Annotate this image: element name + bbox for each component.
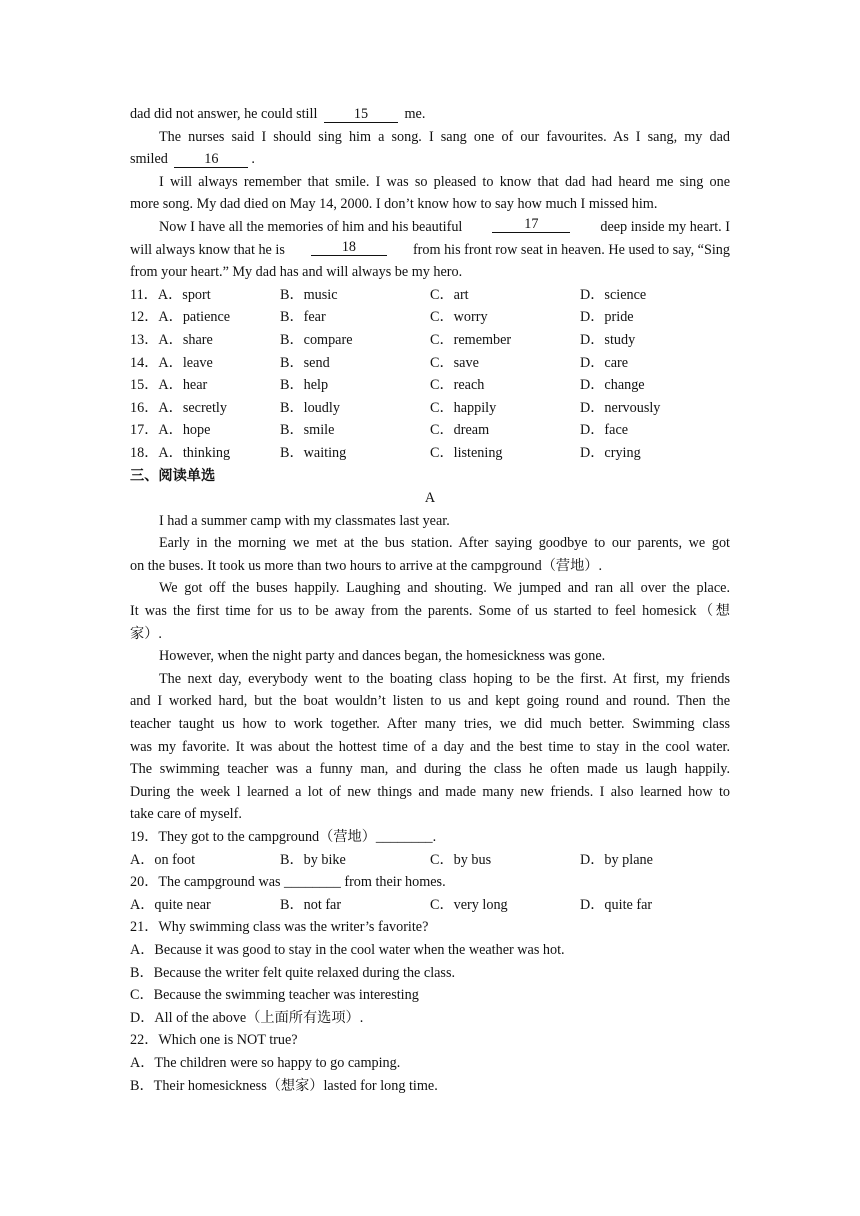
reading-line: take care of myself. [130,806,242,823]
passage-line: dad did not answer, he could still 15 me. [130,106,426,122]
blank-15: 15 [324,106,398,123]
option-b[interactable]: B．send [280,354,330,371]
document-page [130,103,730,1097]
option-d[interactable]: D．care [580,354,629,371]
option-text: A．hope [158,422,211,439]
reading-line: and I worked hard, but the boat wouldn’t listen to us and kept going round and round. Then the [130,693,730,710]
option-a[interactable]: A．Because it was good to stay in the cool water when the weather was hot. [130,941,565,958]
question-20-options [130,894,730,917]
option-d[interactable]: D．science [580,286,647,303]
option-d[interactable]: D．crying [580,444,641,461]
option-b[interactable]: B．smile [280,422,335,439]
reading-line: on the buses. It took us more than two hours to arrive at the campground（营地）. [130,557,603,574]
reading-line: teacher taught us how to work together. After many tries, we did much better. Swimming class [130,716,730,733]
option-a[interactable] [130,329,280,352]
option-text: A．leave [158,354,213,371]
blank-17: 17 [492,216,570,233]
option-d[interactable]: D．by plane [580,851,653,868]
cloze-option-row [130,397,730,420]
passage-line: will always know that he is 18 from his front row seat in heaven. He used to say, “Sing [130,238,730,258]
section-heading: 三、阅读单选 [130,467,216,484]
option-d[interactable]: D．quite far [580,896,653,913]
passage-line: smiled 16 . [130,151,255,168]
option-b[interactable]: B．compare [280,331,353,348]
blank-18: 18 [311,239,387,256]
cloze-options [130,284,730,465]
question-19-options [130,849,730,872]
option-c[interactable]: C．Because the swimming teacher was interesting [130,987,419,1004]
passage-line: from your heart.” My dad has and will always be my hero. [130,264,463,281]
reading-line: The next day, everybody went to the boating class hoping to be the first. At first, my friends [159,670,730,687]
question-number: 17． [130,422,159,439]
option-a[interactable] [130,419,280,442]
reading-line: 家）. [130,625,162,642]
question-22: 22．Which one is NOT true? [130,1032,298,1049]
question-number: 14． [130,354,159,371]
passage-line: more song. My dad died on May 14, 2000. I don’t know how to say how much I missed him. [130,196,658,213]
option-c[interactable]: C．art [430,286,469,303]
option-c[interactable]: C．remember [430,331,512,348]
option-b[interactable]: B．by bike [280,851,346,868]
option-d[interactable]: D．pride [580,309,634,326]
reading-line: It was the first time for us to be away from the parents. Some of us started to feel homesick（想 [130,603,730,620]
question-number: 16． [130,399,159,416]
cloze-option-row [130,374,730,397]
option-d[interactable]: D．nervously [580,399,661,416]
option-b[interactable]: B．loudly [280,399,340,416]
cloze-option-row [130,352,730,375]
option-a[interactable] [130,374,280,397]
question-20: 20．The campground was ________ from their homes. [130,874,446,891]
question-19: 19．They got to the campground（营地）________. [130,829,437,845]
option-c[interactable]: C．worry [430,309,488,326]
option-c[interactable]: C．by bus [430,851,492,868]
option-a[interactable] [130,442,280,465]
cloze-option-row [130,329,730,352]
reading-line: We got off the buses happily. Laughing and shouting. We jumped and ran all over the place. [159,580,730,597]
reading-line: However, when the night party and dances began, the homesickness was gone. [159,648,606,665]
option-d[interactable]: D．All of the above（上面所有选项）. [130,1009,364,1026]
passage-line: I will always remember that smile. I was so pleased to know that dad had heard me sing one [159,173,730,190]
option-c[interactable]: C．reach [430,377,485,394]
option-text: A．thinking [158,444,231,461]
option-c[interactable]: C．very long [430,896,508,913]
reading-line: was my favorite. It was about the hottest time of a day and the best time to stay in the cool water. [130,738,730,755]
cloze-option-row [130,442,730,465]
question-number: 18． [130,444,159,461]
option-b[interactable]: B．music [280,286,338,303]
blank-16: 16 [174,151,248,168]
option-a[interactable] [130,397,280,420]
option-c[interactable]: C．dream [430,422,490,439]
passage-label: A [424,490,436,507]
option-text: A．share [158,331,213,348]
option-a[interactable]: A．The children were so happy to go camping. [130,1054,401,1071]
question-number: 15． [130,377,159,394]
reading-line: Early in the morning we met at the bus station. After saying goodbye to our parents, we got [159,535,730,552]
question-number: 13． [130,331,159,348]
option-b[interactable]: B．Their homesickness（想家）lasted for long time. [130,1077,438,1094]
option-a[interactable] [130,284,280,307]
passage-line: The nurses said I should sing him a song. I sang one of our favourites. As I sang, my dad [159,128,730,145]
option-c[interactable]: C．happily [430,399,497,416]
option-a[interactable] [130,352,280,375]
option-b[interactable]: B．waiting [280,444,347,461]
reading-line: The swimming teacher was a funny man, and during the class he often made us laugh happily. [130,761,730,778]
option-b[interactable]: B．help [280,377,329,394]
reading-line: During the week l learned a lot of new things and made many new friends. I also learned how to [130,783,730,800]
cloze-option-row [130,306,730,329]
option-text: A．secretly [158,399,227,416]
cloze-option-row [130,419,730,442]
option-b[interactable]: B．not far [280,896,342,913]
option-b[interactable]: B．fear [280,309,326,326]
option-b[interactable]: B．Because the writer felt quite relaxed during the class. [130,964,456,981]
question-number: 11． [130,286,158,303]
option-c[interactable]: C．save [430,354,479,371]
option-c[interactable]: C．listening [430,444,503,461]
question-number: 12． [130,309,159,326]
option-text: A．sport [157,286,211,303]
option-a[interactable]: A．quite near [130,896,211,913]
option-a[interactable] [130,306,280,329]
option-d[interactable]: D．study [580,331,636,348]
option-text: A．patience [158,309,231,326]
option-text: A．hear [158,377,208,394]
question-21: 21．Why swimming class was the writer’s favorite? [130,919,429,936]
passage-line: Now I have all the memories of him and his beautiful 17 deep inside my heart. I [159,215,730,235]
reading-line: I had a summer camp with my classmates last year. [159,512,450,529]
option-a[interactable]: A．on foot [130,851,196,868]
option-d[interactable]: D．change [580,377,645,394]
cloze-option-row [130,284,730,307]
option-d[interactable]: D．face [580,422,629,439]
